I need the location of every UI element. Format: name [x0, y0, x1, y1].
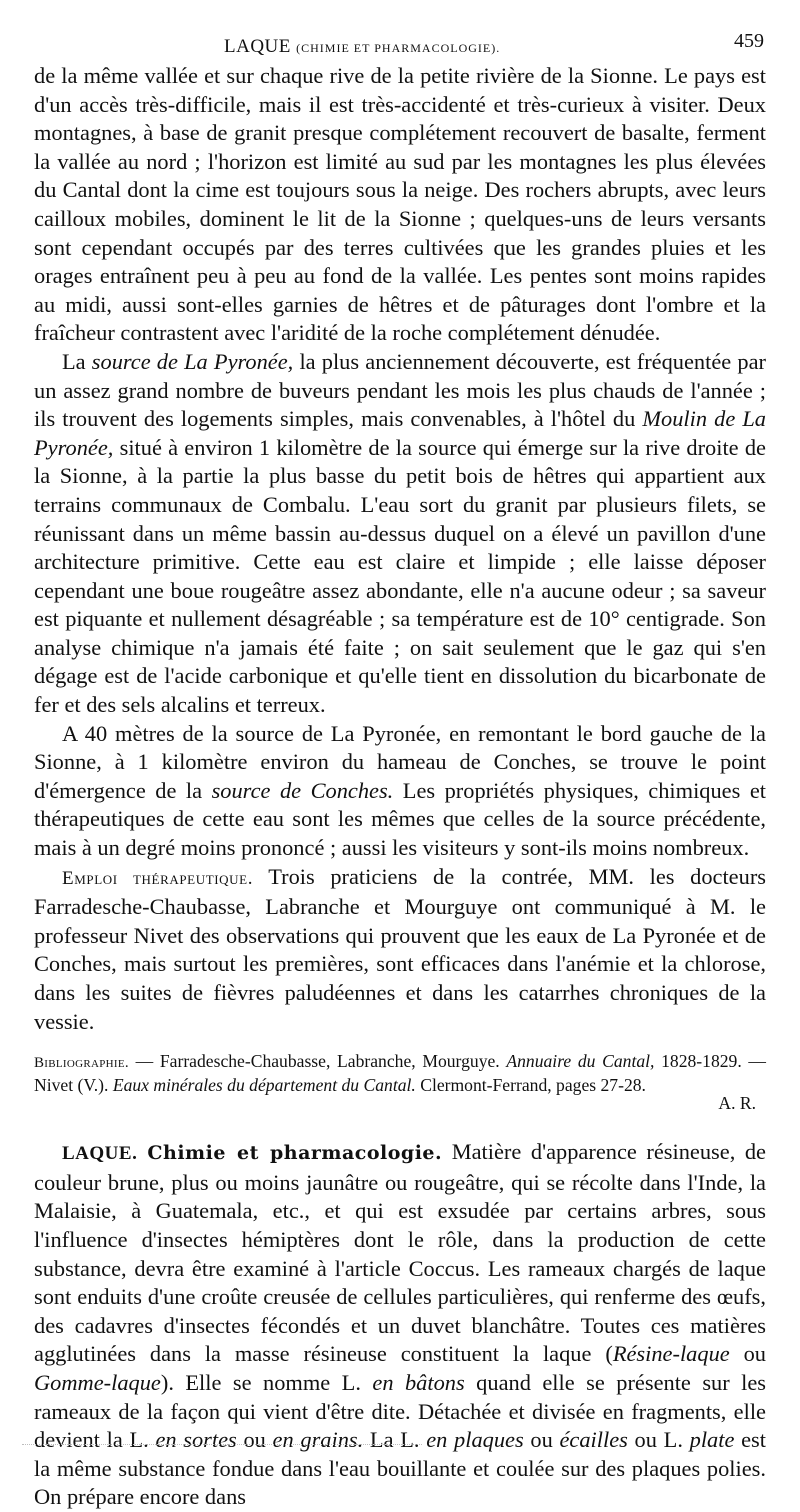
italic-run: source de La Pyronée,	[91, 348, 294, 374]
text-run: ou	[729, 1341, 766, 1367]
running-title-main: LAQUE	[224, 36, 291, 57]
italic-run: Gomme-laque	[34, 1369, 161, 1395]
paragraph-valley-description: de la même vallée et sur chaque rive de la petite rivière de la Sionne. Le pays est d'un accès très-difficile, mais il est très-accidenté et très-curieux à visiter. Deux montagnes, à base de granit presque complétement recouvert de basalte, ferment la vallée au nord ; l'horizon est limité au sud par les montagnes les plus élevées du Cantal dont la cime est toujours sous la neige. Des rochers abrupts, avec leurs cailloux mobiles, dominent le lit de la Sionne ; quelques-uns de leurs versants sont cependant occupés par des terres cultivées que les grandes pluies et les orages entraînent peu à peu au fond de la vallée. Les pentes sont moins rapides au midi, aussi sont-elles garnies de hêtres et de pâturages dont l'ombre et la fraîcheur contrastent avec l'aridité de la roche complétement dénudée.	[34, 63, 766, 346]
paragraph-therapeutic-use	[34, 863, 766, 1037]
article-laque	[34, 1138, 766, 1512]
italic-run: source de Conches.	[211, 777, 394, 803]
italic-run: Annuaire du Cantal,	[506, 1051, 655, 1072]
text-run: situé à environ 1 kilomètre de la source qui émerge sur la rive droite de la Sionne, à la partie la plus basse du petit bois de hêtres qui appartient aux terrains communaux de Combalu. L'eau sort du granit par plusieurs filets, se réunissant dans un même bassin au-dessus duquel on a élevé un pavillon d'une architecture primitive. Cette eau est claire et limpide ; elle laisse déposer cependant une boue rougeâtre assez abondante, elle n'a aucune odeur ; sa saveur est piquante et nullement désagréable ; sa température est de 10° centigrade. Son analyse chimique n'a jamais été faite ; on sait seulement que le gaz qui s'en dégage est de l'acide carbonique et qu'elle tient en dissolution du bicarbonate de fer et des sels alcalins et terreux.	[34, 434, 766, 718]
text-run: la plus anciennement découverte, est fréquentée par un assez grand nombre de buveurs pendant les mois les plus chauds de l'année ; ils trouvent des logements simples, mais convenables, à l'hôtel du	[34, 348, 766, 432]
page-number: 459	[734, 30, 764, 52]
italic-run: Résine-laque	[612, 1341, 730, 1367]
text-run: La L.	[363, 1427, 427, 1453]
italic-run: écailles	[559, 1427, 628, 1453]
text-run: Les propriétés physiques, chimiques et thérapeutiques de cette eau sont les mêmes que celles de la source précédente, mais à un degré moins prononcé ; aussi les visiteurs y sont-ils moins nombreux.	[34, 777, 766, 861]
text-run: est la même substance fondue dans l'eau bouillante et coulée sur des plaques polies. On prépare encore dans	[34, 1427, 766, 1510]
text-run: quand elle se présente sur les rameaux de la façon qui vient d'être dite. Détachée et divisée en fragments, elle devient la L.	[34, 1369, 767, 1453]
text-run: Clermont-Ferrand, pages 27-28.	[415, 1075, 646, 1096]
text-run: ). Elle se nomme L.	[160, 1369, 373, 1395]
running-title	[224, 36, 500, 58]
headword-subject: Chimie et pharmacologie.	[147, 1142, 443, 1165]
italic-run: en bâtons	[372, 1369, 465, 1395]
italic-run: plate	[689, 1427, 735, 1453]
page	[34, 22, 766, 1512]
author-signature: A. R.	[718, 1093, 756, 1114]
running-title-subtitle: (CHIMIE ET PHARMACOLOGIE).	[296, 41, 501, 55]
text-run: — Farradesche-Chaubasse, Labranche, Mourguye.	[128, 1051, 507, 1072]
bibliography-lead: Bibliographie.	[34, 1055, 129, 1072]
paragraph-source-pyronee	[34, 348, 766, 720]
text-run: ou	[236, 1427, 273, 1453]
bibliography	[34, 1050, 766, 1096]
text-run: Trois praticiens de la contrée, MM. les docteurs Farradesche-Chaubasse, Labranche et Mourguye ont communiqué à M. le professeur Nivet des observations qui prouvent que les eaux de La Pyronée et de Conches, mais surtout les premières, sont efficaces dans l'anémie et la chlorose, dans les suites de fièvres paludéennes et dans les catarrhes chroniques de la vessie.	[34, 863, 766, 1034]
italic-run: en sortes	[155, 1427, 237, 1453]
section-lead: Emploi thérapeutique.	[62, 867, 254, 889]
text-run: Matière d'apparence résineuse, de couleur brune, plus ou moins jaunâtre ou rougeâtre, qui se récolte dans l'Inde, la Malaisie, à Guatemala, etc., et qui est exsudée par certains arbres, sous l'influence d'insectes hémiptères dont le rôle, dans la production de cette substance, devra être examiné à l'article Coccus. Les rameaux chargés de laque sont enduits d'une croûte creusée de cellules particulières, qui renferme des œufs, des cadavres d'insectes fécondés et un duvet blanchâtre. Toutes ces matières agglutinées dans la masse résineuse constituent la laque (	[34, 1139, 766, 1367]
paragraph-source-conches	[34, 720, 766, 863]
running-head	[34, 22, 766, 62]
headword-main: LAQUE.	[62, 1143, 138, 1165]
text-run: A 40 mètres de la source de La Pyronée, en remontant le bord gauche de la Sionne, à 1 kilomètre environ du hameau de Conches, se trouve le point d'émergence de la	[34, 720, 766, 803]
article-headword	[62, 1139, 442, 1164]
text-run: 1828-1829. — Nivet (V.).	[34, 1051, 766, 1096]
text-run: ou L.	[627, 1427, 690, 1453]
text-run: La	[62, 348, 92, 374]
italic-run: en grains.	[272, 1427, 364, 1453]
italic-run: Moulin de La Pyronée,	[34, 406, 766, 460]
text-run: ou	[523, 1427, 560, 1453]
italic-run: Eaux minérales du département du Cantal.	[112, 1075, 416, 1096]
italic-run: en plaques	[426, 1427, 524, 1453]
bleed-through-line	[22, 1444, 422, 1446]
